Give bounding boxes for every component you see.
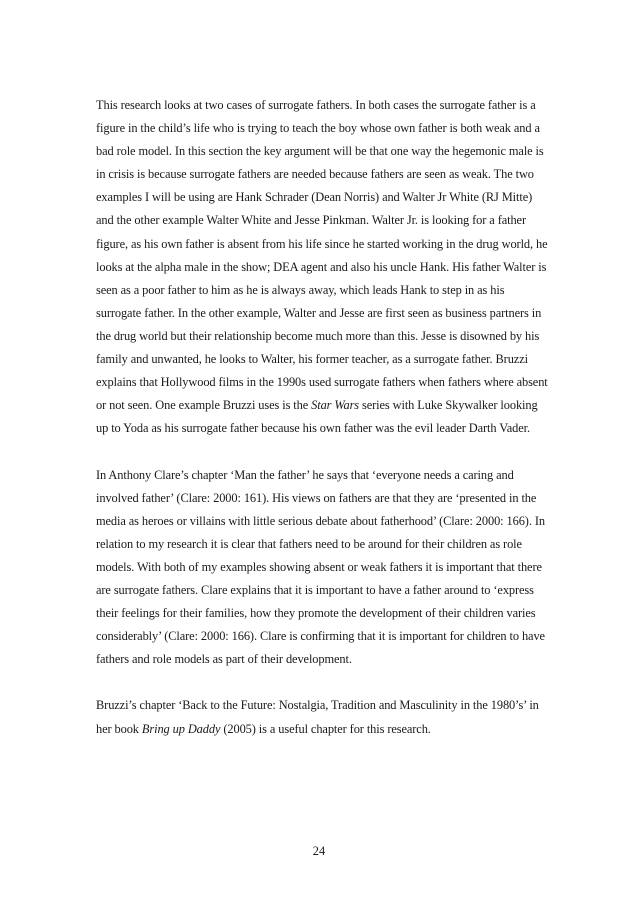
text-segment: (2005) is a useful chapter for this research. bbox=[220, 721, 431, 736]
book-title-bring-up-daddy: Bring up Daddy bbox=[141, 721, 221, 736]
film-title-star-wars: Star Wars bbox=[311, 398, 360, 413]
paragraph-surrogate-fathers bbox=[96, 94, 548, 440]
body-text bbox=[96, 94, 548, 764]
text-segment: In Anthony Clare’s chapter ‘Man the father’ he says that ‘everyone needs a caring and involved father’ (Clare: 2000: 161). His views on fathers are that they are ‘presented in the media as heroes or villains with little serious debate about fatherhood’ (Clare: 2000: 166). In relation to my research it is clear that fathers need to be around for their children as role models. With both of my examples showing absent or weak fathers it is important that there are surrogate fathers. Clare explains that it is important to have a father around to ‘express their feelings for their families, how they promote the development of their children varies considerably’ (Clare: 2000: 166). Clare is confirming that it is important for children to have fathers and role models as part of their development. bbox=[96, 467, 545, 667]
text-segment: Bruzzi’s chapter ‘Back to the Future: Nostalgia, Tradition and Masculinity in the 1980’s’ in her book bbox=[96, 698, 539, 736]
paragraph-anthony-clare bbox=[96, 464, 548, 672]
page-number: 24 bbox=[312, 844, 326, 858]
text-segment: This research looks at two cases of surrogate fathers. In both cases the surrogate father is a figure in the child’s life who is trying to teach the boy whose own father is both weak and a bad role model. In this section the key argument will be that one way the hegemonic male is in crisis is because surrogate fathers are needed because fathers are seen as weak. The two examples I will be using are Hank Schrader (Dean Norris) and Walter Jr White (RJ Mitte) and the other example Walter White and Jesse Pinkman. Walter Jr. is looking for a father figure, as his own father is absent from his life since he started working in the drug world, he looks at the alpha male in the show; DEA agent and also his uncle Hank. His father Walter is seen as a poor father to him as he is always away, which leads Hank to step in as his surrogate father. In the other example, Walter and Jesse are first seen as business partners in the drug world but their relationship become much more than this. Jesse is disowned by his family and unwanted, he looks to Walter, his former teacher, as a surrogate father. Bruzzi explains that Hollywood films in the 1990s used surrogate fathers when fathers where absent or not seen. One example Bruzzi uses is the bbox=[96, 98, 548, 413]
text-segment: series with Luke Skywalker looking up to Yoda as his surrogate father because his own father was the evil leader Darth Vader. bbox=[96, 398, 538, 436]
paragraph-bruzzi bbox=[96, 694, 548, 740]
